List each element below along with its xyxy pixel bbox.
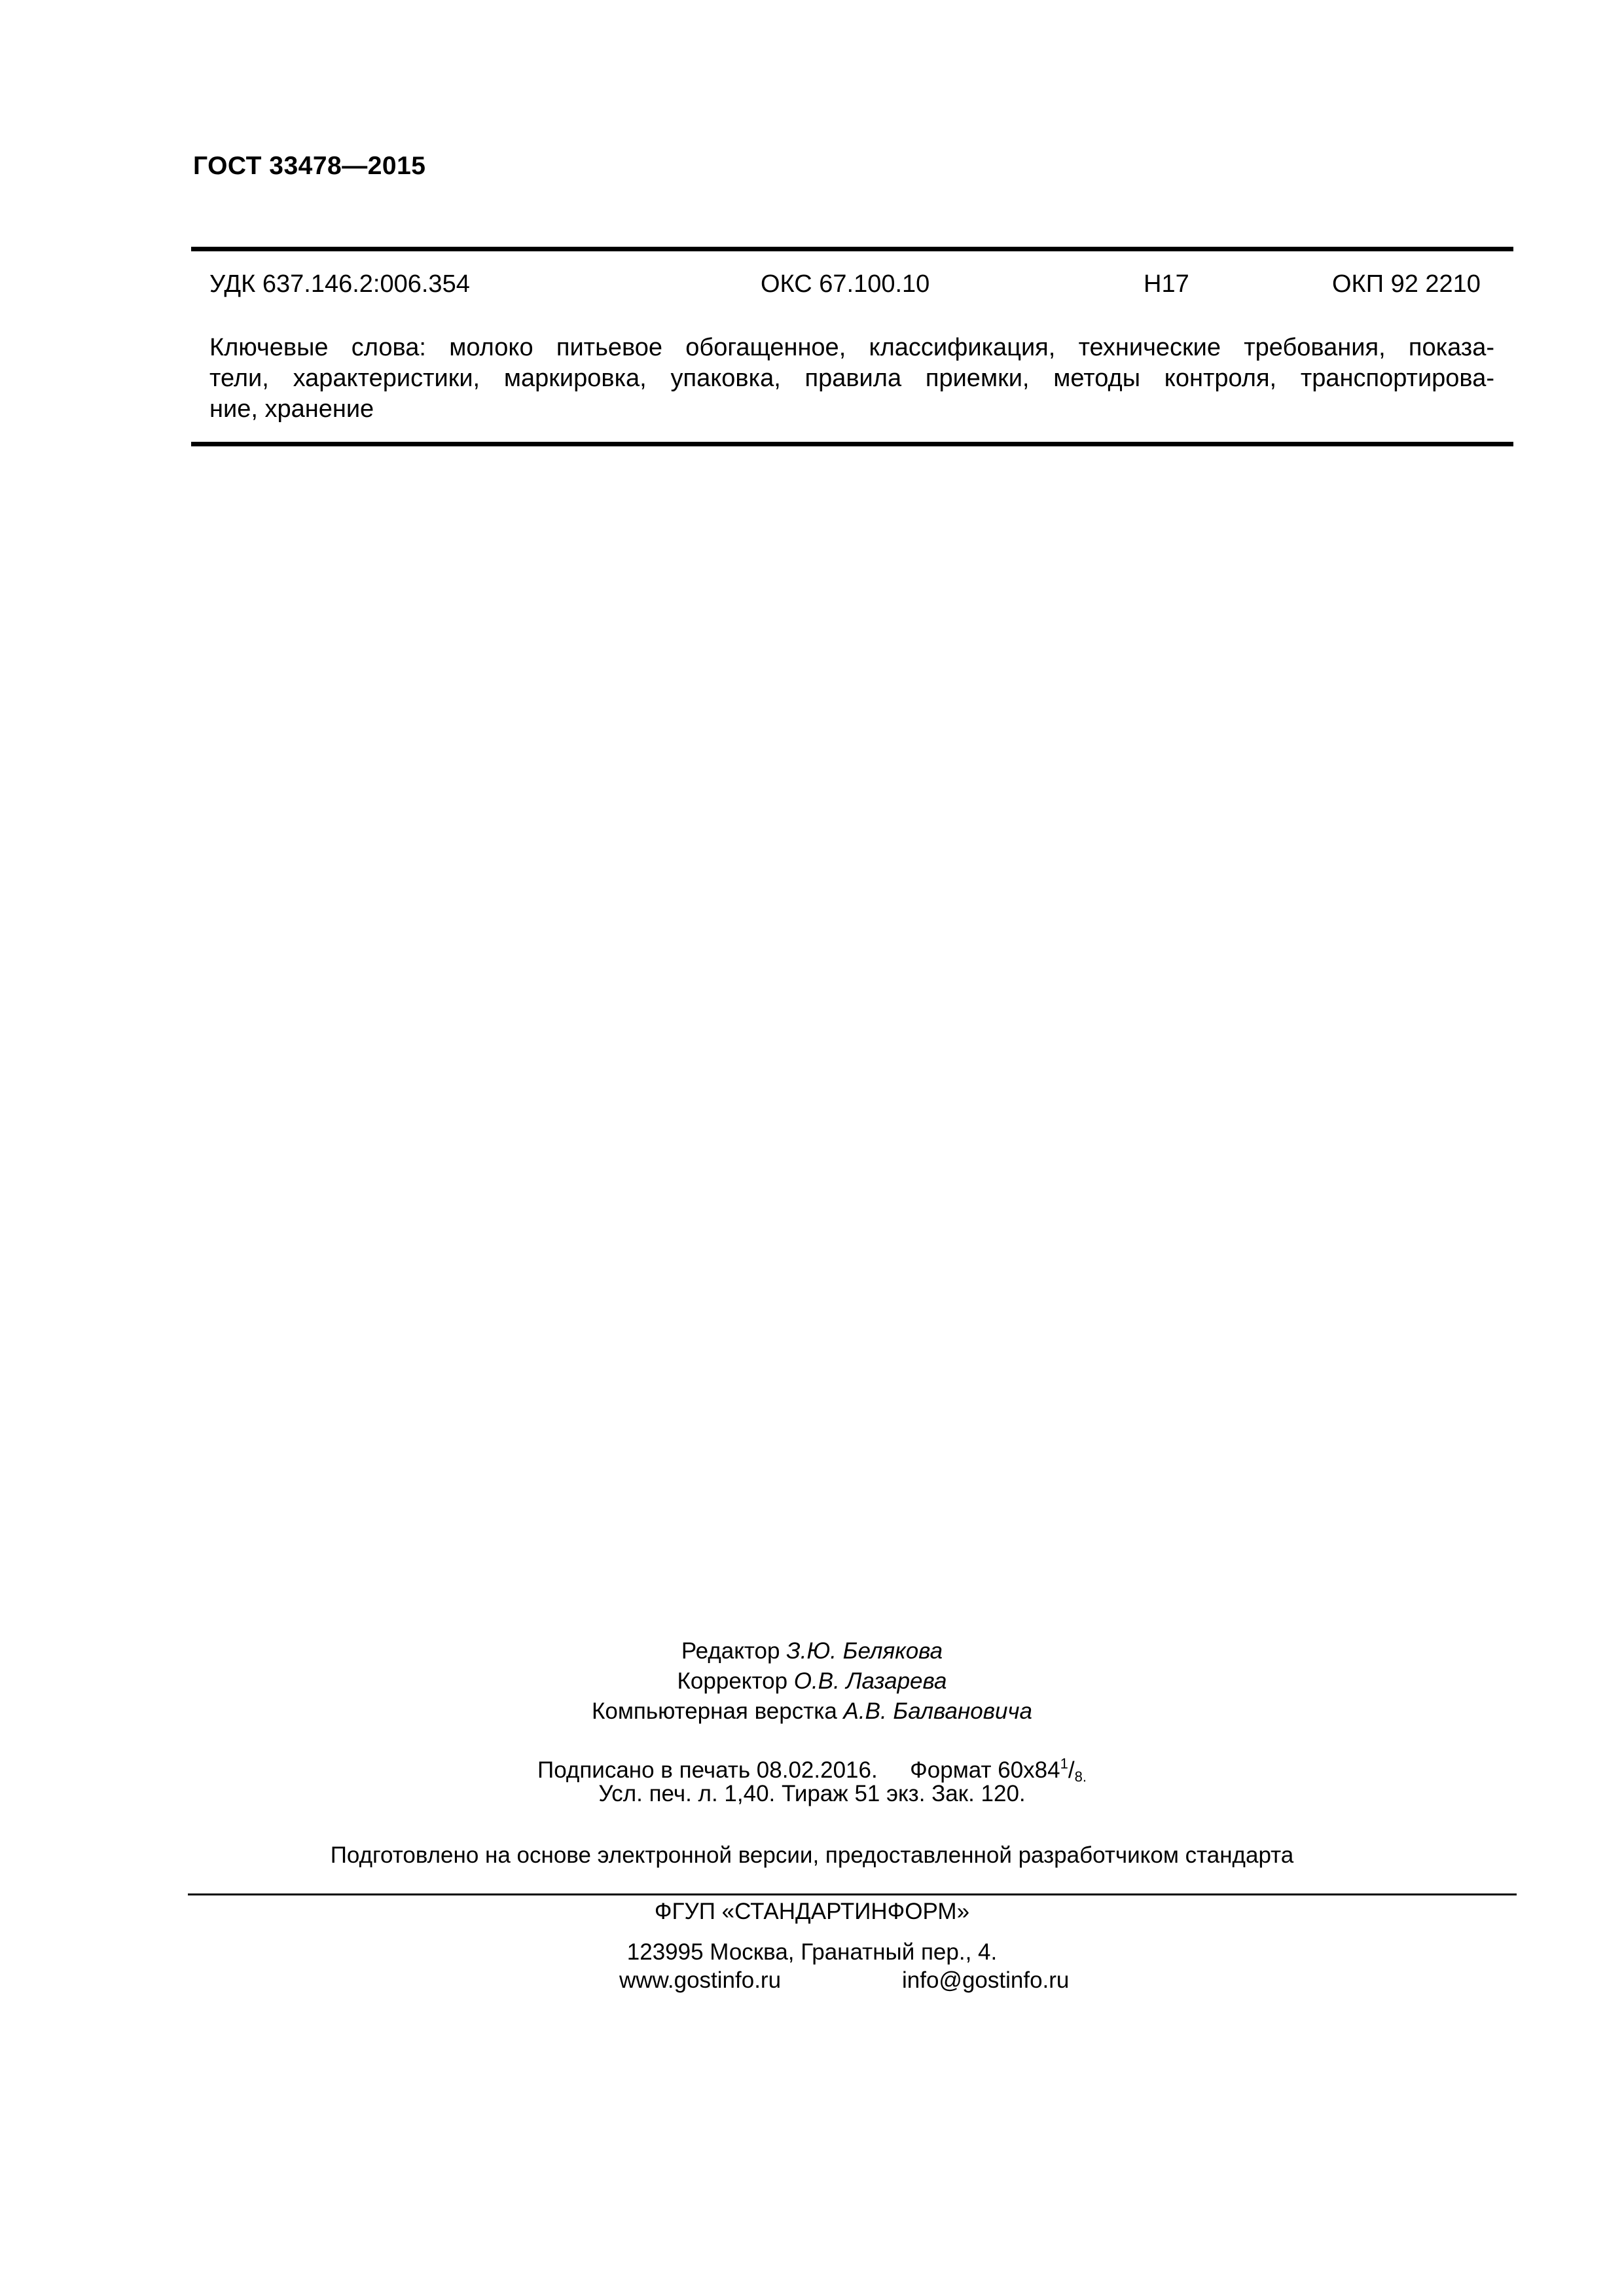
oks-code: ОКС 67.100.10 bbox=[761, 270, 930, 298]
prepared-note: Подготовлено на основе электронной версии, предоставленной разработчиком стандарта bbox=[330, 1842, 1294, 1868]
okp-code: ОКП 92 2210 bbox=[1332, 270, 1481, 298]
editor-role: Редактор bbox=[681, 1638, 780, 1664]
top-rule bbox=[191, 247, 1513, 251]
publisher-address: 123995 Москва, Гранатный пер., 4. bbox=[626, 1939, 998, 1965]
corrector-credit bbox=[0, 1666, 1624, 1696]
publisher-rule bbox=[188, 1893, 1517, 1895]
corrector-name: О.В. Лазарева bbox=[793, 1668, 947, 1694]
keywords-block bbox=[209, 332, 1494, 425]
layout-name: А.В. Балвановича bbox=[843, 1698, 1033, 1724]
keywords-line: Ключевые слова: молоко питьевое обогащенное, классификация, технические требования, показа- bbox=[209, 334, 1494, 361]
publisher-email-link[interactable]: info@gostinfo.ru bbox=[902, 1967, 1070, 1993]
layout-role: Компьютерная верстка bbox=[591, 1698, 837, 1724]
layout-credit bbox=[0, 1696, 1624, 1727]
standard-designation: ГОСТ 33478—2015 bbox=[193, 152, 426, 180]
group-code: Н17 bbox=[1144, 270, 1189, 298]
bottom-rule bbox=[191, 442, 1513, 446]
keywords-line: тели, характеристики, маркировка, упаковка, правила приемки, методы контроля, транспортирова- bbox=[209, 365, 1494, 392]
editor-credit bbox=[0, 1636, 1624, 1666]
corrector-role: Корректор bbox=[677, 1668, 788, 1694]
signed-date: Подписано в печать 08.02.2016. bbox=[537, 1757, 878, 1783]
keywords-line: ние, хранение bbox=[209, 395, 374, 423]
publisher-name: ФГУП «СТАНДАРТИНФОРМ» bbox=[654, 1899, 970, 1924]
paper-format: Формат $60х84^1/_{8.}$ bbox=[910, 1755, 1087, 1785]
print-volume: Усл. печ. л. 1,40. Тираж 51 экз. Зак. 120. bbox=[598, 1781, 1026, 1806]
publisher-website-link[interactable]: www.gostinfo.ru bbox=[619, 1967, 782, 1993]
editor-name: З.Ю. Белякова bbox=[786, 1638, 943, 1664]
udk-code: УДК 637.146.2:006.354 bbox=[209, 270, 470, 298]
